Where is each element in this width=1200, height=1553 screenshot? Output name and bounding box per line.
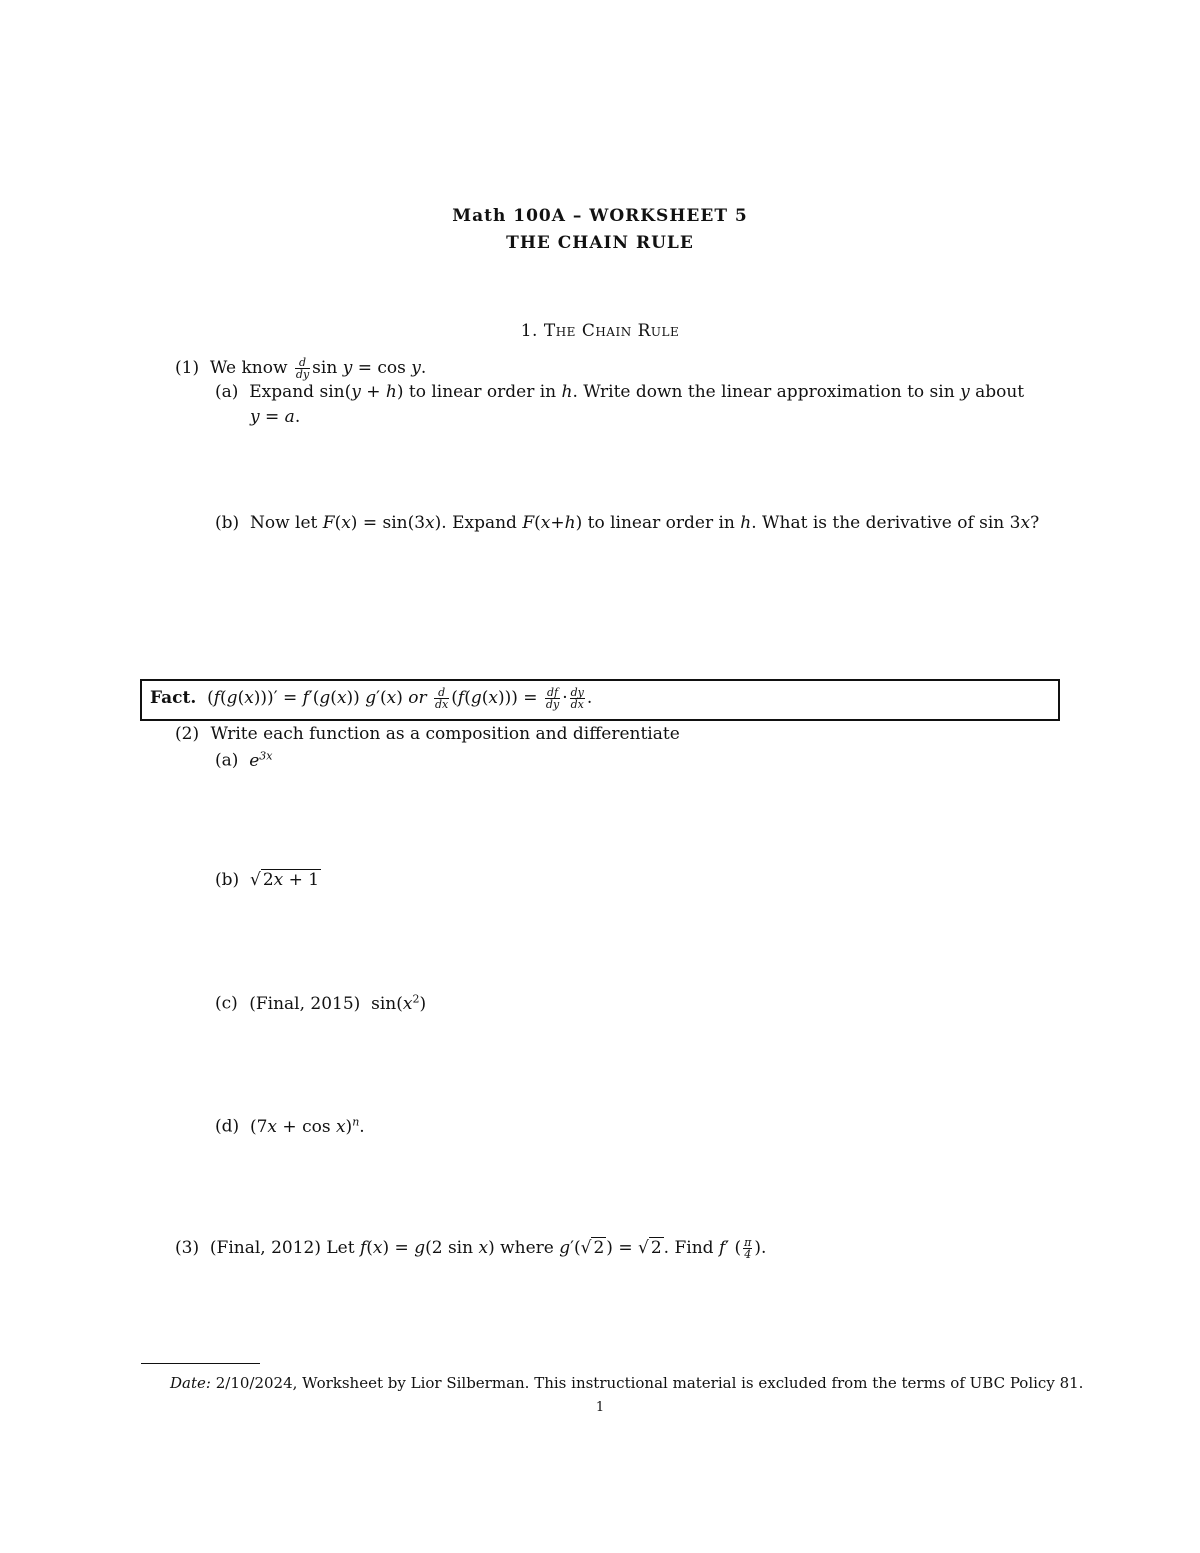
problem-3-text: (Final, 2012) Let f(x) = g(2 sin x) where g′(√ 2 ) = √ 2 . Find f′ ( $\frac{\pi}{4}$ ). xyxy=(204,1236,767,1261)
fact-formula: (f(g(x)))′ = f′(g(x)) g′(x) or $\frac{d}{dx}$ (f(g(x))) = $\frac{df}{dy}$ · $\frac{dy}{dx}$ . xyxy=(201,686,593,711)
footnote-text: 2/10/2024, Worksheet by Lior Silberman. This instructional material is excluded from the terms of UBC Policy 81. xyxy=(215,1374,1084,1392)
problem-3-label: (3) xyxy=(175,1238,200,1258)
problem-2a-expr: $e^{3x}$ xyxy=(249,749,273,771)
problem-3 xyxy=(175,1237,766,1260)
problem-2c-source: (Final, 2015) xyxy=(249,993,361,1014)
problem-2c-label: (c) xyxy=(215,993,238,1014)
problem-2b-expr: √ 2x + 1 xyxy=(244,870,320,890)
problem-1-text: We know $\frac{d}{dy}$ sin y = cos y. xyxy=(204,356,427,381)
problem-1-label: (1) xyxy=(175,358,200,378)
worksheet-subtitle: THE CHAIN RULE xyxy=(506,233,694,253)
problem-2b xyxy=(215,870,321,890)
problem-2d-label: (d) xyxy=(215,1116,240,1137)
footnote xyxy=(170,1374,1083,1392)
fact-box xyxy=(140,679,1060,721)
fact-label: Fact. xyxy=(150,688,197,708)
problem-1a-text: Expand sin(y + h) to linear order in h. Write down the linear approximation to sin y about xyxy=(243,382,1025,402)
problem-2a-label: (a) xyxy=(215,750,239,771)
problem-1a-line2: y = a. xyxy=(250,407,301,427)
problem-1b-label: (b) xyxy=(215,513,240,533)
problem-2d-expr: $(7x + \cos x)^n$. xyxy=(244,1115,365,1137)
problem-2c xyxy=(215,992,426,1014)
problem-1b-text: Now let F(x) = sin(3x). Expand F(x+h) to linear order in h. What is the derivative of sin 3x? xyxy=(244,513,1040,533)
page-number: 1 xyxy=(595,1400,605,1415)
problem-2a xyxy=(215,749,272,771)
problem-2d xyxy=(215,1115,365,1137)
footnote-rule xyxy=(141,1363,260,1364)
problem-2-label: (2) xyxy=(175,724,200,744)
problem-1b xyxy=(215,513,1039,533)
section-heading: 1. The Chain Rule xyxy=(520,321,680,341)
problem-1 xyxy=(175,357,426,380)
problem-2b-label: (b) xyxy=(215,870,240,890)
problem-2 xyxy=(175,724,680,744)
problem-1a-line1 xyxy=(215,382,1024,402)
problem-2c-expr: $\sin(x^2)$ xyxy=(365,992,427,1014)
problem-2-text: Write each function as a composition and differentiate xyxy=(210,724,680,744)
problem-1a-label: (a) xyxy=(215,382,239,402)
footnote-date-label: Date: xyxy=(170,1374,211,1392)
worksheet-title: Math 100A – WORKSHEET 5 xyxy=(452,206,748,226)
